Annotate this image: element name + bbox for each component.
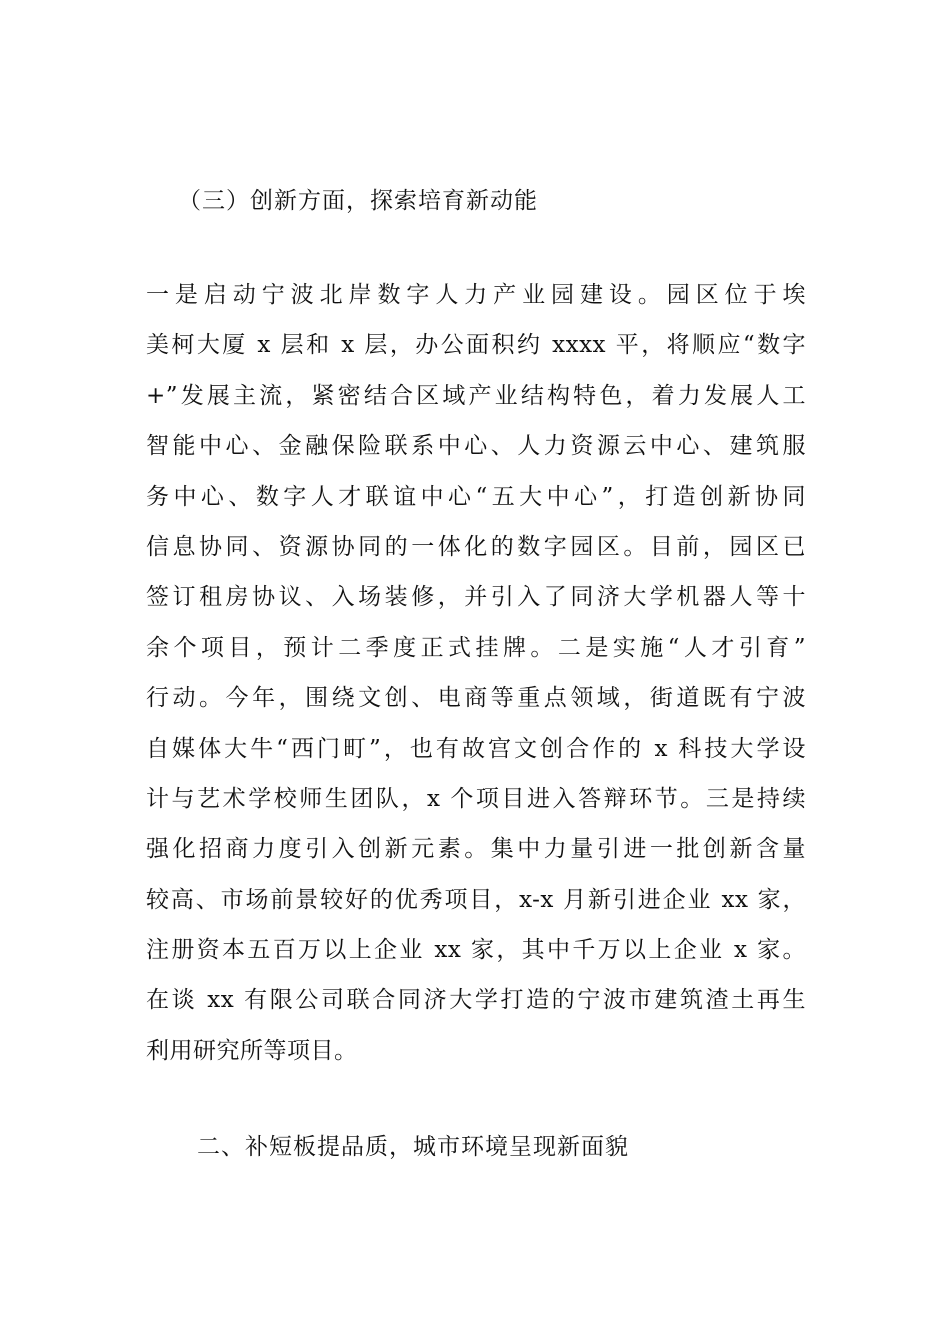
paragraph-line: 在谈 xx 有限公司联合同济大学打造的宁波市建筑渣土再生 xyxy=(146,987,806,1014)
paragraph-line: 利用研究所等项目。 xyxy=(146,1037,358,1064)
paragraph-line: 强化招商力度引入创新元素。集中力量引进一批创新含量 xyxy=(146,836,806,863)
body-paragraph xyxy=(146,270,806,1076)
section-heading-city-environment: 二、补短板提品质，城市环境呈现新面貌 xyxy=(197,1134,629,1160)
paragraph-line: 签订租房协议、入场装修，并引入了同济大学机器人等十 xyxy=(146,584,806,611)
paragraph-line: 自媒体大牛“西门町”，也有故宫文创合作的 x 科技大学设 xyxy=(146,735,806,762)
paragraph-line: 一是启动宁波北岸数字人力产业园建设。园区位于埃 xyxy=(146,282,806,308)
paragraph-line: 计与艺术学校师生团队，x 个项目进入答辩环节。三是持续 xyxy=(146,785,806,812)
paragraph-line: 信息协同、资源协同的一体化的数字园区。目前，园区已 xyxy=(146,533,806,560)
paragraph-line: 务中心、数字人才联谊中心“五大中心”，打造创新协同 xyxy=(146,483,806,510)
paragraph-line: 智能中心、金融保险联系中心、人力资源云中心、建筑服 xyxy=(146,433,806,460)
paragraph-line: 注册资本五百万以上企业 xx 家，其中千万以上企业 x 家。 xyxy=(146,937,806,964)
paragraph-line: 美柯大厦 x 层和 x 层，办公面积约 xxxx 平，将顺应“数字 xyxy=(146,332,806,359)
section-heading-innovation: （三）创新方面，探索培育新动能 xyxy=(178,188,538,214)
paragraph-line: +”发展主流，紧密结合区域产业结构特色，着力发展人工 xyxy=(146,382,806,409)
paragraph-line: 余个项目，预计二季度正式挂牌。二是实施“人才引育” xyxy=(146,634,806,661)
paragraph-line: 行动。今年，围绕文创、电商等重点领域，街道既有宁波 xyxy=(146,685,806,712)
paragraph-line: 较高、市场前景较好的优秀项目，x-x 月新引进企业 xx 家， xyxy=(146,886,806,913)
